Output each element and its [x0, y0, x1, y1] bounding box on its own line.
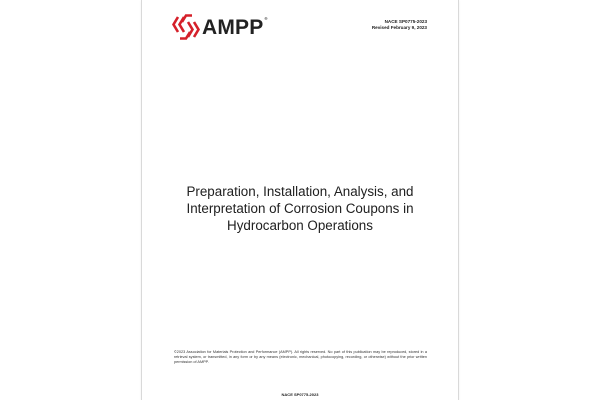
brand-name: AMPP® [202, 15, 268, 39]
title-line-1: Preparation, Installation, Analysis, and [186, 184, 414, 199]
ampp-hexagon-logo-icon [172, 14, 200, 40]
document-identifier [372, 19, 427, 31]
trademark-mark: ® [264, 15, 268, 21]
copyright-notice: ©2023 Association for Materials Protection and Performance (AMPP). All rights reserved. No part of this publication may be reproduced, stored in a retrieval system, or transmitted, in any form or by any means (electronic, mechanical, photocopying, recording, or otherwise) without the prior written permission of AMPP. [174, 350, 427, 364]
doc-number: NACE SP0775-2023 [384, 19, 427, 24]
title-line-3: Hydrocarbon Operations [227, 218, 373, 233]
title-line-2: Interpretation of Corrosion Coupons in [186, 201, 414, 216]
document-page [142, 0, 458, 400]
footer-doc-number: NACE SP0775-2023 [281, 392, 319, 397]
ampp-logo [172, 12, 268, 42]
revision-date: Revised February 9, 2023 [371, 25, 427, 30]
document-title [162, 183, 438, 234]
